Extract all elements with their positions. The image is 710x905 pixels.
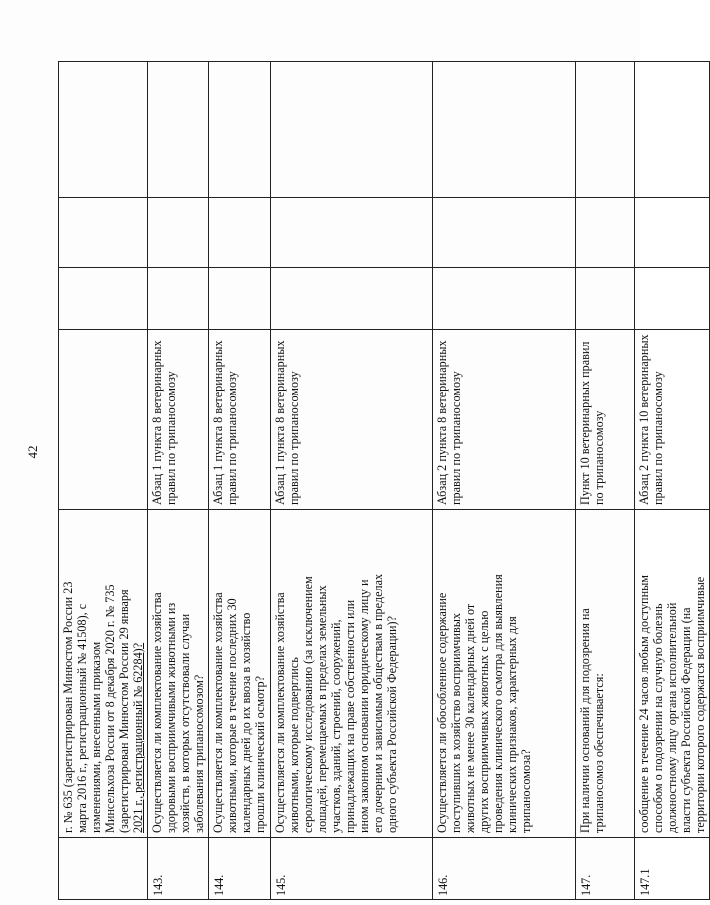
row-number: 145. — [271, 838, 433, 900]
question-cell — [209, 510, 271, 838]
question-line: участков, зданий, строений, сооружений, — [329, 619, 343, 833]
answer-no-cell — [433, 198, 576, 268]
requirement-cell: Абзац 1 пункта 8 ветеринарных правил по трипаносомозу — [209, 330, 271, 510]
requirement-cell: Абзац 2 пункта 10 ветеринарных правил по трипаносомозу — [635, 330, 710, 510]
question-cell — [635, 510, 710, 838]
question-line: Осуществляется ли обособленное содержание — [435, 592, 449, 833]
answer-no-cell — [576, 198, 635, 268]
answer-yes-cell — [576, 268, 635, 330]
question-line: трипаносомоз обеспечивается: — [592, 673, 606, 833]
question-line: его дочерним и зависимым обществам в пределах — [371, 573, 385, 833]
requirement-cell: Пункт 10 ветеринарных правил по трипаносомозу — [576, 330, 635, 510]
question-cell — [59, 510, 148, 838]
answer-yes-cell — [148, 268, 209, 330]
question-line: территории которого содержатся восприимчивые — [693, 576, 707, 833]
table-row — [271, 62, 433, 900]
question-line: клинических признаков, характерных для — [505, 616, 519, 833]
question-line: способом о подозрении на случную болезнь — [651, 603, 665, 833]
question-line: принадлежащих на праве собственности или — [343, 599, 357, 833]
question-line: серологическому исследованию (за исключением — [301, 576, 315, 833]
question-cell — [576, 510, 635, 838]
row-number: 147.1 — [635, 838, 710, 900]
question-line: сообщение в течение 24 часов любым доступным — [637, 575, 651, 833]
question-line: календарных дней до их ввоза в хозяйство — [239, 612, 253, 833]
question-line: Осуществляется ли комплектование хозяйства — [150, 592, 164, 833]
question-line: марта 2016 г., регистрационный № 41508), с — [75, 603, 89, 833]
question-line-last: прошли клинический осмотр? — [253, 675, 267, 833]
answer-no-cell — [635, 198, 710, 268]
question-line: ином законном основании юридическому лицу и — [357, 579, 371, 833]
table-row — [209, 62, 271, 900]
checklist-table-body — [59, 62, 710, 900]
table-row — [433, 62, 576, 900]
question-line: животными, которые в течение последних 30 — [225, 598, 239, 833]
requirement-cell — [59, 330, 148, 510]
checklist-table — [58, 61, 710, 900]
row-number: 146. — [433, 838, 576, 900]
answer-yes-cell — [635, 268, 710, 330]
answer-no-cell — [59, 198, 148, 268]
question-line: Осуществляется ли комплектование хозяйства — [273, 592, 287, 833]
question-cell — [433, 510, 576, 838]
question-line-last: одного субъекта Российской Федерации)? — [385, 615, 399, 833]
note-cell — [59, 62, 148, 198]
question-line: лошадей, перемещаемых в пределах земельных — [315, 585, 329, 833]
row-number: 144. — [209, 838, 271, 900]
table-row — [576, 62, 635, 900]
answer-no-cell — [271, 198, 433, 268]
question-line: (зарегистрирован Минюстом России 29 января — [117, 589, 131, 833]
table-row — [635, 62, 710, 900]
table-row — [59, 62, 148, 900]
note-cell — [209, 62, 271, 198]
note-cell — [271, 62, 433, 198]
question-line: должностному лицу органа исполнительной — [665, 602, 679, 833]
question-line: животными, которые подверглись — [287, 657, 301, 833]
note-cell — [433, 62, 576, 198]
question-cell — [271, 510, 433, 838]
requirement-cell: Абзац 1 пункта 8 ветеринарных правил по трипаносомозу — [148, 330, 209, 510]
row-number — [59, 838, 148, 900]
question-line: здоровыми восприимчивыми животными из — [164, 602, 178, 833]
row-number: 147. — [576, 838, 635, 900]
question-line: власти субъекта Российской Федерации (на — [679, 607, 693, 833]
question-line: Осуществляется ли комплектование хозяйства — [211, 592, 225, 833]
question-line: изменениями, внесенными приказом — [89, 641, 103, 833]
question-line: проведения клинического осмотра для выявления — [491, 574, 505, 833]
question-line: При наличии оснований для подозрения на — [578, 608, 592, 833]
rotated-table-wrapper — [58, 62, 707, 900]
answer-yes-cell — [433, 268, 576, 330]
question-cell — [148, 510, 209, 838]
requirement-cell: Абзац 2 пункта 8 ветеринарных правил по трипаносомозу — [433, 330, 576, 510]
question-line: трипаносомоза? — [519, 749, 533, 833]
note-cell — [576, 62, 635, 198]
question-line: хозяйств, в которых отсутствовали случаи — [178, 613, 192, 833]
note-cell — [635, 62, 710, 198]
answer-yes-cell — [59, 268, 148, 330]
question-line-last: 2021 г., регистрационный № 62284)? — [131, 642, 145, 833]
question-line: поступивших в хозяйство восприимчивых — [449, 613, 463, 833]
answer-yes-cell — [271, 268, 433, 330]
answer-no-cell — [209, 198, 271, 268]
row-number: 143. — [148, 838, 209, 900]
question-line: Минсельхоза России от 8 декабря 2020 г. № 735 — [103, 584, 117, 833]
question-line: животных не менее 30 календарных дней от — [463, 603, 477, 833]
requirement-cell: Абзац 1 пункта 8 ветеринарных правил по трипаносомозу — [271, 330, 433, 510]
page-number: 42 — [25, 445, 40, 459]
question-line-last: заболевания трипаносомозом? — [192, 674, 206, 833]
question-line: других восприимчивых животных с целью — [477, 610, 491, 833]
note-cell — [148, 62, 209, 198]
answer-no-cell — [148, 198, 209, 268]
question-line: г. № 635 (зарегистрирован Минюстом России 23 — [61, 581, 75, 833]
table-row — [148, 62, 209, 900]
answer-yes-cell — [209, 268, 271, 330]
